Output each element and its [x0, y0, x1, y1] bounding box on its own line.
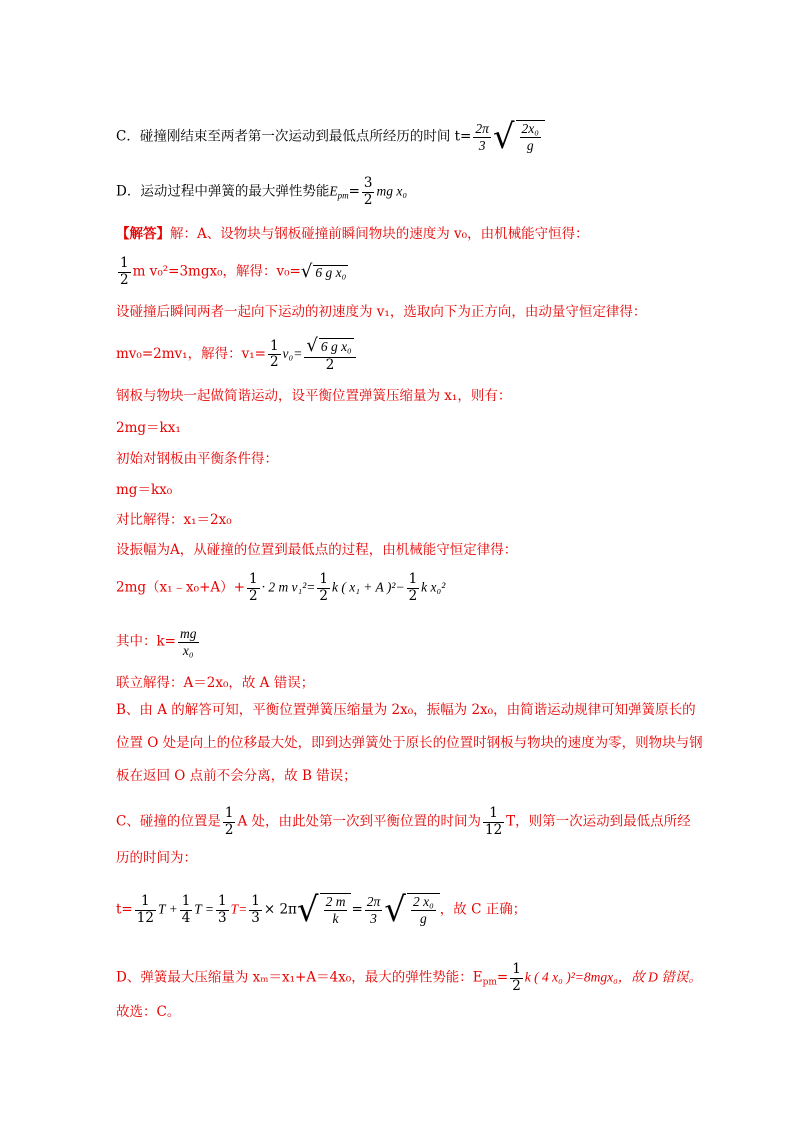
paragraph-c-1: C、碰撞的位置是 $\frac{1}{2}$ A 处，由此处第一次到平衡位置的时间为 $\frac{1}{12}$ T，则第一次运动到最低点所经 — [116, 805, 691, 838]
solution-line-13: 联立解得：A＝2x₀，故 A 错误； — [116, 675, 315, 691]
solution-line-9: 对比解得：x₁＝2x₀ — [116, 512, 232, 528]
option-d: D．运动过程中弹簧的最大弹性势能$E_{pm}=$ $\frac{3}{2}$ mg x₀ — [116, 175, 408, 208]
final-answer: 故选：C。 — [116, 1004, 181, 1020]
option-d-text: D．运动过程中弹簧的最大弹性势能 — [116, 183, 330, 200]
solution-line-4: mv₀=2mv₁，解得：v₁= $\frac{1}{2}$ v₀= $\frac{\text{√ 6 g x₀}}{2}$ — [116, 336, 358, 373]
option-c-fraction: $\frac{2\pi}{3}$ — [475, 120, 489, 153]
option-c-sqrt: $\frac{\text{2x₀}}{g}$ — [516, 120, 545, 153]
time-equation: t= $\frac{1}{12}$ T + $\frac{1}{4}$ T = $\frac{1}{3}$ T= $\frac{1}{3}$ × 2π√ $\frac{2 m}{k}$ = $\frac{2\pi}{3}$ √ $\frac{\text{2 x₀}}{g}$ ，故 C 正确； — [116, 890, 527, 930]
option-d-fraction: $\frac{3}{2}$ — [363, 175, 373, 208]
paragraph-c-2: 历的时间为： — [116, 850, 197, 866]
sqrt-icon: √ — [296, 890, 319, 930]
sqrt-icon: √ — [384, 890, 406, 930]
solution-header: 【解答】解：A、设物块与钢板碰撞前瞬间物块的速度为 v₀，由机械能守恒得： — [116, 226, 589, 242]
sqrt-icon: √ — [300, 261, 313, 283]
solution-line-12: 其中：k= $\frac{mg}{\text{x₀}}$ — [116, 626, 197, 658]
solution-line-2: $\frac{1}{2}$ m v₀²=3mgx₀，解得：v₀=√ 6 g x₀ — [120, 255, 347, 288]
solution-line-8: mg＝kx₀ — [116, 482, 173, 498]
solution-line-10: 设振幅为A，从碰撞的位置到最低点的过程，由机械能守恒定律得： — [116, 542, 518, 558]
solution-line-7: 初始对钢板由平衡条件得： — [116, 451, 278, 467]
solution-line-3: 设碰撞后瞬间两者一起向下运动的初速度为 v₁，选取向下为正方向，由动量守恒定律得： — [116, 304, 647, 320]
option-c — [116, 117, 545, 157]
solution-line-6: 2mg＝kx₁ — [116, 420, 181, 436]
solution-line-11: 2mg（x₁﹣x₀+A）+ $\frac{1}{2}$ · 2 m v₁²= $\frac{1}{2}$ k ( x₁ + A )²− $\frac{1}{2}$ k x₀² — [116, 571, 446, 604]
paragraph-b: B、由 A 的解答可知，平衡位置弹簧压缩量为 2x₀，振幅为 2x₀，由简谐运动规律可知弹簧原长的位置 O 处是向上的位移最大处，即到达弹簧处于原长的位置时钢板与物块的速度为零，则物块与钢板在返回 O 点前不会分离，故 B 错误； — [116, 702, 703, 784]
sqrt-icon: √ — [492, 117, 515, 157]
solution-line-5: 钢板与物块一起做简谐运动，设平衡位置弹簧压缩量为 x₁，则有： — [116, 388, 512, 404]
option-c-text: C．碰撞刚结束至两者第一次运动到最低点所经历的时间 t= — [116, 128, 472, 145]
solution-label: 【解答】 — [116, 226, 170, 242]
paragraph-d: D、弹簧最大压缩量为 xₘ＝x₁+A＝4x₀，最大的弹性势能：$E_{pm}=$ $\frac{1}{2}$ k ( 4 x₀ )²=8mgx₀，故 D 错误。 — [116, 961, 702, 994]
